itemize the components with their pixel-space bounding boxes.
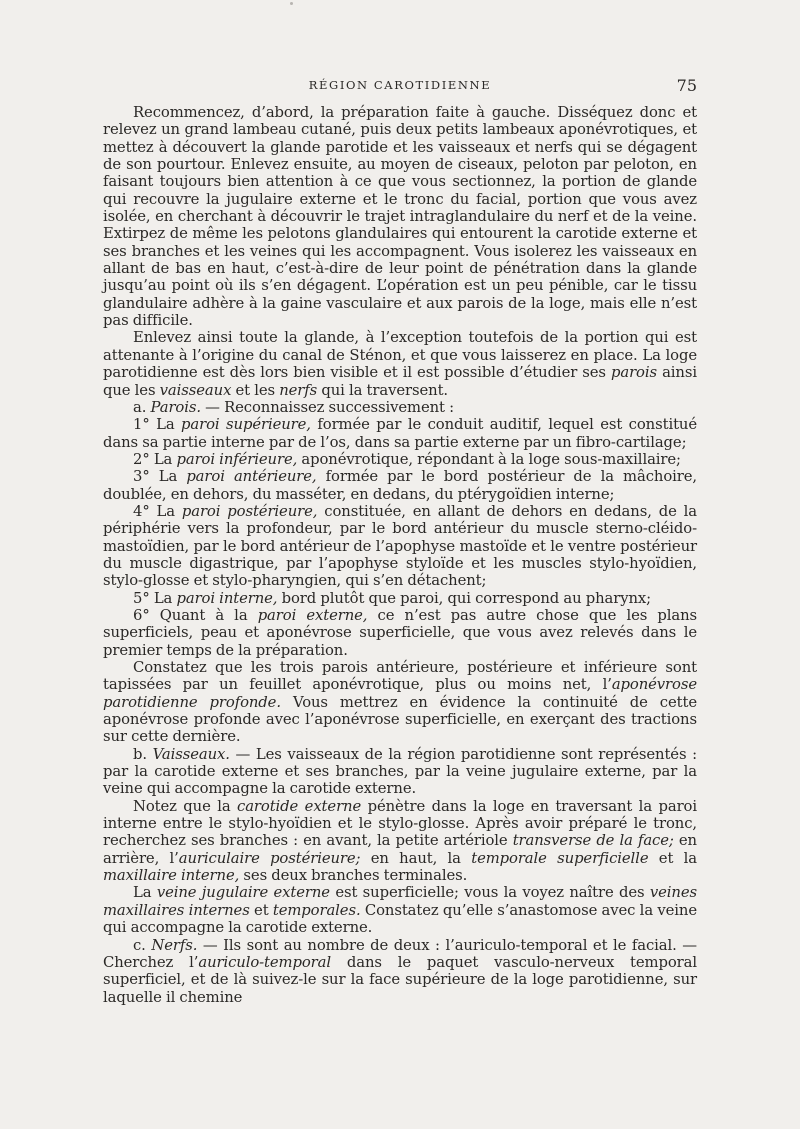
text-run: dans le paquet vasculo-nerveux temporal superficiel, et de là suivez-le sur la face supérieure de la loge parotidienne, sur laquelle il chemine [103,953,697,1006]
paragraph [103,798,697,885]
text-run: La [133,884,157,902]
italic-term: parois [610,364,657,382]
paragraph [103,329,697,398]
italic-term: auriculo-temporal [198,953,332,971]
italic-term: temporales. [272,901,361,919]
running-header [103,76,697,96]
page-number: 75 [676,76,697,95]
italic-term: Parois. [150,398,201,416]
italic-term: paroi postérieure, [181,502,318,520]
text-run: et les [231,381,280,399]
paragraph [103,468,697,503]
italic-term: maxillaire interne, [103,867,240,885]
italic-term: paroi inférieure, [176,450,298,468]
text-run: aponévrotique, répondant à la loge sous-maxillaire; [297,450,681,468]
text-run: Constatez que les trois parois antérieure, postérieure et inférieure sont tapissées par un feuillet aponévrotique, plus ou moins net, l’ [103,659,697,694]
text-run: — Ils sont au nombre de deux : l’auriculo-temporal et le facial. — Cherchez l’ [103,936,697,971]
paragraph [103,884,697,936]
text-run: et [249,901,273,919]
text-run: Constatez qu’elle s’anastomose avec la veine qui accompagne la carotide externe. [103,901,697,937]
text-run: — Reconnaissez successivement : [200,398,454,416]
text-run: c. [133,936,152,954]
text-run: ainsi que les [103,364,697,399]
paragraph [103,937,697,1006]
text-run: Recommencez, d’abord, la préparation faite à gauche. Disséquez donc et relevez un grand lambeau cutané, puis deux petits lambeaux aponévrotiques, et mettez à découvert la glande parotide et les vaisseaux et nerfs qui se dégagent de son pourtour. Enlevez ensuite, au moyen de ciseaux, peloton par peloton, en faisant toujours bien attention à ce que vous sectionnez, la portion de glande qui recouvre la jugulaire externe et le tronc du facial, portion que vous avez isolée, en cherchant à découvrir le trajet intraglandulaire du nerf et de la veine. Extirpez de même les pelotons glandulaires qui entourent la carotide externe et ses branches et les veines qui les accompagnent. Vous isolerez les vaisseaux en allant de bas en haut, c’est-à-dire de leur point de pénétration dans la glande jusqu’au point où ils s’en dégagent. L’opération est un peu pénible, car le tissu glandulaire adhère à la gaine vasculaire et aux parois de la loge, mais elle n’est pas difficile. [103,104,697,330]
italic-term: temporale superficielle [471,849,649,867]
paragraph [103,451,697,468]
italic-term: carotide externe [237,797,362,815]
text-run: pénètre dans la loge en traversant la paroi interne entre le stylo-hyoïdien et le stylo-glosse. Après avoir préparé le tronc, recherchez ses branches : en avant, la petite artériole [103,797,697,850]
paragraph [103,399,697,416]
text-run: Vous mettrez en évidence la continuité de cette aponévrose profonde avec l’aponévrose superficielle, en exerçant des tractions sur cette dernière. [103,693,698,746]
print-speck [290,2,293,5]
running-title: RÉGION CAROTIDIENNE [308,78,492,92]
italic-term: veines maxillaires internes [103,884,697,919]
paragraph [103,503,697,590]
italic-term: Nerfs. [151,936,198,954]
text-run: — Les vaisseaux de la région parotidienne sont représentés : par la carotide externe et ses branches, par la veine jugulaire externe, par la veine qui accompagne la carotide externe. [103,745,697,798]
italic-term: Vaisseaux. [152,745,230,763]
italic-term: aponévrose parotidienne profonde. [103,676,697,711]
italic-term: paroi externe, [257,606,368,624]
italic-term: paroi antérieure, [186,468,317,486]
italic-term: transverse de la face; [512,832,674,850]
paragraph [103,104,697,329]
italic-term: veine jugulaire externe [156,884,330,902]
text-run: ce n’est pas autre chose que les plans superficiels, peau et aponévrose superficielle, que vous avez relevés dans le premier temps de la préparation. [103,606,698,659]
text-run: bord plutôt que paroi, qui correspond au pharynx; [277,589,652,607]
text-run: ses deux branches terminales. [239,867,468,885]
text-run: 6° Quant à la [133,606,258,624]
italic-term: auriculaire postérieure; [178,849,361,867]
text-run: constituée, en allant de dehors en dedans, de la périphérie vers la profondeur, par le bord antérieur du muscle sterno-cléido-mastoïdien, par le bord antérieur de l’apophyse mastoïde et le ventre postérieur du muscle digastrique, par l’apophyse styloïde et les muscles stylo-hyoïdien, stylo-glosse et stylo-pharyngien, qui s’en détachent; [103,502,697,590]
italic-term: paroi supérieure, [181,416,311,434]
text-run: 1° La [133,416,182,434]
text-run: formée par le conduit auditif, lequel est constitué dans sa partie interne par de l’os, dans sa partie externe par un fibro-cartilage; [103,416,698,451]
text-run: qui la traversent. [317,381,449,399]
text-run: 5° La [133,589,177,607]
text-run: Notez que la [133,797,238,815]
paragraph [103,659,697,746]
paragraph [103,416,697,451]
text-run: formée par le bord postérieur de la mâchoire, doublée, en dehors, du masséter, en dedans, du ptérygoïdien interne; [103,468,697,503]
text-run: et la [648,849,697,867]
text-run: 3° La [133,468,187,486]
text-run: en haut, la [360,849,472,867]
italic-term: nerfs [279,381,318,399]
italic-term: paroi interne, [176,589,278,607]
paragraph [103,746,697,798]
text-run: b. [133,745,153,763]
text-run: 2° La [133,450,177,468]
text-run: 4° La [133,502,182,520]
italic-term: vaisseaux [159,381,232,399]
paragraph [103,607,697,659]
body-text [103,104,697,1006]
text-run: en arrière, l’ [103,832,697,867]
text-run: Enlevez ainsi toute la glande, à l’exception toutefois de la portion qui est attenante à l’origine du canal de Sténon, et que vous laisserez en place. La loge parotidienne est dès lors bien visible et il est possible d’étudier ses [103,329,697,382]
text-run: a. [133,398,151,416]
text-run: est superficielle; vous la voyez naître des [329,884,650,902]
paragraph [103,590,697,607]
